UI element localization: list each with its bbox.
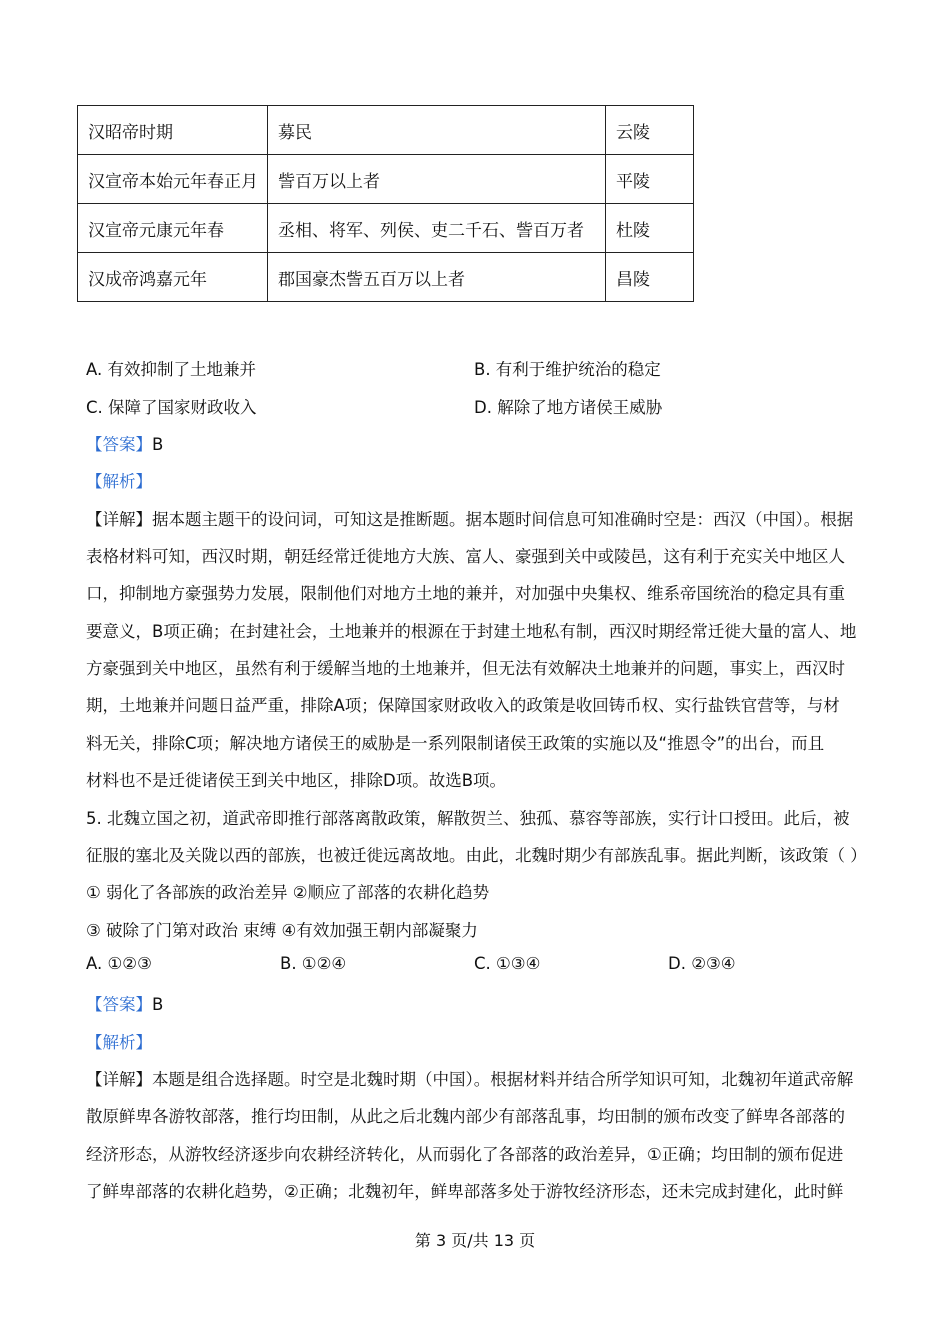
q5-analysis-label: 【解析】 (86, 1033, 152, 1052)
answer-label: 【答案】 (86, 435, 152, 454)
explanation-text: 据本题主题干的设问词，可知这是推断题。据本题时间信息可知准确时空是：西汉（中国）。根据 (152, 510, 854, 529)
table-cell-period: 汉成帝鸿嘉元年 (78, 253, 268, 302)
table-cell-place: 云陵 (606, 106, 694, 155)
q4-explanation-line: 表格材料可知，西汉时期，朝廷经常迁徙地方大族、富人、豪强到关中或陵邑，这有利于充实关中地区人 (86, 547, 845, 566)
q4-option-b: B. 有利于维护统治的稳定 (474, 360, 661, 379)
table-cell-place: 平陵 (606, 155, 694, 204)
table-cell-period: 汉宣帝本始元年春正月 (78, 155, 268, 204)
q5-statement: ③ 破除了门第对政治 束缚 ④有效加强王朝内部凝聚力 (86, 921, 478, 940)
q4-explanation-line: 材料也不是迁徙诸侯王到关中地区，排除D项。故选B项。 (86, 771, 507, 790)
table-cell-place: 杜陵 (606, 204, 694, 253)
table-row (78, 155, 694, 204)
table-cell-group: 訾百万以上者 (268, 155, 606, 204)
table-cell-group: 募民 (268, 106, 606, 155)
detail-label: 【详解】 (86, 510, 152, 529)
detail-label: 【详解】 (86, 1070, 152, 1089)
q4-explanation-line: 期，土地兼并问题日益严重，排除A项；保障国家财政收入的政策是收回铸币权、实行盐铁官营等，与材 (86, 696, 840, 715)
q5-option-c: C. ①③④ (474, 954, 541, 973)
table-cell-place: 昌陵 (606, 253, 694, 302)
table-row (78, 204, 694, 253)
q5-explanation-line: 了鲜卑部落的农耕化趋势，②正确；北魏初年，鲜卑部落多处于游牧经济形态，还未完成封建化，此时鲜 (86, 1182, 844, 1201)
q5-stem-line: 5. 北魏立国之初，道武帝即推行部落离散政策，解散贺兰、独孤、慕容等部族，实行计口授田。此后，被 (86, 809, 850, 828)
answer-label: 【答案】 (86, 995, 152, 1014)
table-cell-period: 汉昭帝时期 (78, 106, 268, 155)
q5-option-b: B. ①②④ (280, 954, 347, 973)
q5-explanation-line (86, 1066, 853, 1090)
q4-explanation-line: 方豪强到关中地区，虽然有利于缓解当地的土地兼并，但无法有效解决土地兼并的问题，事实上，西汉时 (86, 659, 845, 678)
explanation-text: 本题是组合选择题。时空是北魏时期（中国）。根据材料并结合所学知识可知，北魏初年道武帝解 (152, 1070, 854, 1089)
q5-explanation-line: 散原鲜卑各游牧部落，推行均田制，从此之后北魏内部少有部落乱事，均田制的颁布改变了鲜卑各部落的 (86, 1107, 845, 1126)
table-row (78, 253, 694, 302)
table-cell-group: 郡国豪杰訾五百万以上者 (268, 253, 606, 302)
table-cell-period: 汉宣帝元康元年春 (78, 204, 268, 253)
q5-answer (86, 991, 163, 1015)
q5-stem-line: 征服的塞北及关陇以西的部族，也被迁徙远离故地。由此，北魏时期少有部族乱事。据此判断，该政策（ ） (86, 846, 867, 865)
q4-option-a: A. 有效抑制了土地兼并 (86, 360, 256, 379)
answer-value: B (152, 435, 164, 454)
q4-answer (86, 431, 163, 455)
q5-option-a: A. ①②③ (86, 954, 152, 973)
q4-option-d: D. 解除了地方诸侯王威胁 (474, 398, 663, 417)
q4-explanation-line: 口，抑制地方豪强势力发展，限制他们对地方土地的兼并，对加强中央集权、维系帝国统治的稳定具有重 (86, 584, 845, 603)
page-number: 第 3 页/共 13 页 (414, 1231, 536, 1250)
q4-explanation-line (86, 506, 853, 530)
table-row (78, 106, 694, 155)
q4-explanation-line: 料无关，排除C项；解决地方诸侯王的威胁是一系列限制诸侯王政策的实施以及“推恩令”的出台，而且 (86, 734, 825, 753)
q4-analysis-label: 【解析】 (86, 472, 152, 491)
q4-explanation-line: 要意义，B项正确；在封建社会，土地兼并的根源在于封建土地私有制，西汉时期经常迁徙大量的富人、地 (86, 622, 857, 641)
q4-option-c: C. 保障了国家财政收入 (86, 398, 257, 417)
migration-table (77, 105, 694, 302)
q5-explanation-line: 经济形态，从游牧经济逐步向农耕经济转化，从而弱化了各部落的政治差异，①正确；均田制的颁布促进 (86, 1145, 844, 1164)
answer-value: B (152, 995, 164, 1014)
q5-statement: ① 弱化了各部族的政治差异 ②顺应了部落的农耕化趋势 (86, 883, 490, 902)
table-cell-group: 丞相、将军、列侯、吏二千石、訾百万者 (268, 204, 606, 253)
q5-option-d: D. ②③④ (668, 954, 736, 973)
